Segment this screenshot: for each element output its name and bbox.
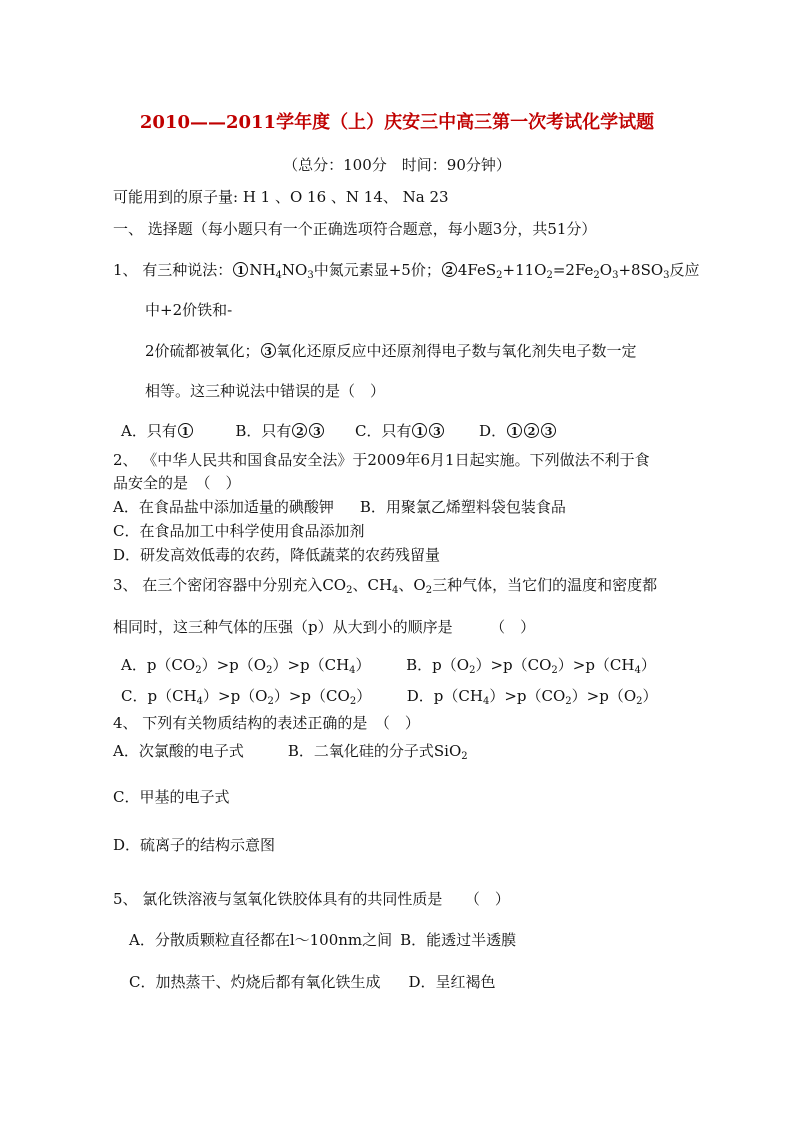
circled-number-icon: 2 [524,423,539,438]
circled-number-icon: 2 [442,262,457,277]
exam-info: （总分：100分 时间：90分钟） [283,156,511,174]
question-1-line-2: 中+2价铁和- [145,301,233,319]
circled-number-icon: 3 [309,423,324,438]
option-c: C．只有 1 3 [355,422,445,440]
option-a: A．只有 1 [121,422,194,440]
question-3-line-2: 相同时，这三种气体的压强（p）从大到小的顺序是 （ ） [113,618,536,636]
question-5-options-cd [129,972,496,992]
option-b: B．用聚氯乙烯塑料袋包装食品 [359,498,566,516]
option-d: D． 1 2 3 [479,422,557,440]
question-1-line-3: 2价硫都被氧化； 3 氧化还原反应中还原剂得电子数与氧化剂失电子数一定 [145,342,637,360]
question-1-line-1: 1、 有三种说法： 1 $NH_4NO_3$中氮元素显+5价； 2 $4FeS_2+11O_2=2Fe_2O_3+8SO_3$反应 [113,261,700,281]
option-d: D．$p(CH_4)>p(CO_2)>p(O_2)$ [406,687,658,707]
section-heading: 一、 选择题（每小题只有一个正确选项符合题意，每小题3分，共51分） [113,220,597,238]
option-b: B．$p(O_2)>p(CO_2)>p(CH_4)$ [406,656,656,676]
circled-number-icon: 1 [412,423,427,438]
question-2-line-1: 2、 《中华人民共和国食品安全法》于2009年6月1日起实施。下列做法不利于食 [113,451,650,469]
option-d: D．硫离子的结构示意图 [113,836,276,854]
option-a: A．在食品盐中添加适量的碘酸钾 [113,498,334,516]
option-c: C．$p(CH_4)>p(O_2)>p(CO_2)$ [121,687,372,707]
question-3-options-cd [121,686,658,706]
question-3-options-ab [121,655,656,675]
question-2-options-ab [113,497,566,517]
question-2-line-2: 品安全的是 （ ） [113,474,241,492]
question-1-line-4: 相等。这三种说法中错误的是（ ） [145,382,386,400]
option-c: C．加热蒸干、灼烧后都有氧化铁生成 [129,973,381,991]
question-1-options [121,421,557,441]
circled-number-icon: 1 [507,423,522,438]
option-d: D．呈红褐色 [408,973,496,991]
question-3-line-1: 3、 在三个密闭容器中分别充入$CO_2$、$CH_4$、$O_2$三种气体，当它们的温度和密度都 [113,576,658,596]
option-b: B．二氧化硅的分子式SiO$_2$ [287,742,468,762]
page-title: 2010——2011学年度（上）庆安三中高三第一次考试化学试题 [139,112,655,133]
atomic-masses: 可能用到的原子量: H 1 、O 16 、N 14、 Na 23 [113,188,449,206]
circled-number-icon: 3 [261,343,276,358]
circled-number-icon: 3 [429,423,444,438]
circled-number-icon: 1 [178,423,193,438]
option-b: B．能透过半透膜 [400,931,517,949]
option-b: B．只有 2 3 [235,422,325,440]
question-4-options-ab [113,741,468,761]
question-5-options-ab [129,930,516,950]
option-c: C．在食品加工中科学使用食品添加剂 [113,522,365,540]
circled-number-icon: 1 [233,262,248,277]
option-a: A．分散质颗粒直径都在l～100nm之间 [129,931,393,949]
circled-number-icon: 2 [292,423,307,438]
option-c: C．甲基的电子式 [113,788,230,806]
option-a: A．$p(CO_2)>p(O_2)>p(CH_4)$ [121,656,371,676]
circled-number-icon: 3 [541,423,556,438]
option-d: D．研发高效低毒的农药，降低蔬菜的农药残留量 [113,546,441,564]
option-a: A．次氯酸的电子式 [113,742,244,760]
question-5-line-1: 5、 氯化铁溶液与氢氧化铁胶体具有的共同性质是 （ ） [113,890,510,908]
question-4-line-1: 4、 下列有关物质结构的表述正确的是 （ ） [113,714,420,732]
